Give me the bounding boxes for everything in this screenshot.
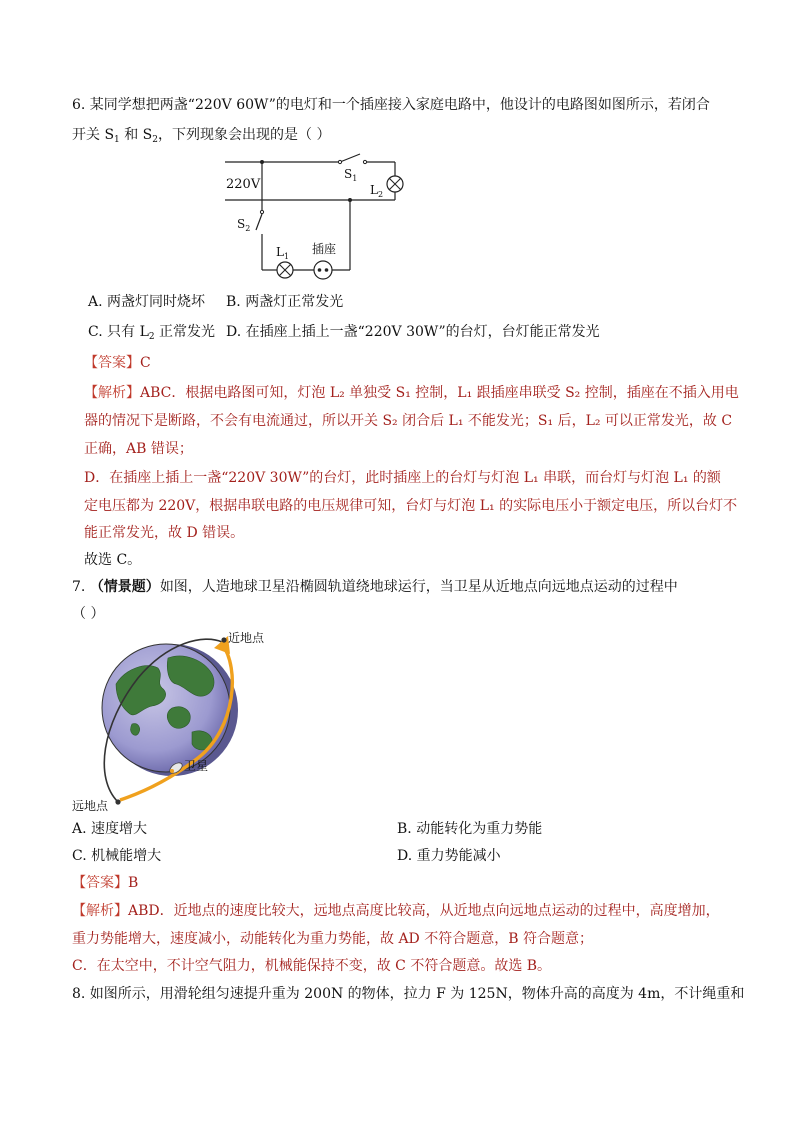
q6-option-d[interactable]: D. 在插座上插上一盏“220V 30W”的台灯，台灯能正常发光	[226, 324, 600, 340]
socket-icon	[314, 261, 332, 279]
voltage-label: 220V	[226, 177, 261, 192]
lamp-l1-icon	[277, 262, 293, 278]
q8-stem-line1: 8. 如图所示，用滑轮组匀速提升重为 200N 的物体，拉力 F 为 125N，物体升高的高度为 4m，不计绳重和	[72, 986, 745, 1002]
q6-answer: 【答案】C	[84, 355, 151, 371]
q7-analysis-line3: C．在太空中，不计空气阻力，机械能保持不变，故 C 不符合题意。故选 B。	[72, 958, 552, 974]
q7-analysis-line1: 【解析】ABD．近地点的速度比较大，远地点高度比较高，从近地点向远地点运动的过程中，高度增加，	[72, 903, 720, 919]
earth-icon	[102, 644, 230, 772]
q6-analysis-line2: 器的情况下是断路，不会有电流通过，所以开关 S₂ 闭合后 L₁ 不能发光；S₁ 后，L₂ 可以正常发光，故 C	[84, 413, 733, 429]
q7-stem-line2: （ ）	[72, 606, 105, 622]
l1-label: $L_1$	[276, 245, 290, 261]
q7-option-a[interactable]: A. 速度增大	[72, 821, 148, 837]
satellite-label: 卫星	[184, 759, 209, 773]
q6-analysis-line1: 【解析】ABC．根据电路图可知，灯泡 L₂ 单独受 S₁ 控制，L₁ 跟插座串联受 S₂ 控制，插座在不插入用电	[84, 385, 739, 401]
q7-option-b[interactable]: B. 动能转化为重力势能	[397, 821, 543, 837]
q6-analysis-line3: 正确，AB 错误；	[84, 441, 193, 457]
q6-option-b[interactable]: B. 两盏灯正常发光	[226, 294, 344, 310]
q6-analysis-line5: 定电压都为 220V，根据串联电路的电压规律可知，台灯与灯泡 L₁ 的实际电压小于额定电压，所以台灯不	[84, 498, 738, 514]
apogee-label: 远地点	[72, 799, 109, 813]
q7-stem-line1: 7. （情景题）如图，人造地球卫星沿椭圆轨道绕地球运行，当卫星从近地点向远地点运动的过程中	[72, 579, 678, 595]
q7-option-c[interactable]: C. 机械能增大	[72, 848, 162, 864]
q6-stem-line1: 6. 某同学想把两盏“220V 60W”的电灯和一个插座接入家庭电路中，他设计的电路图如图所示，若闭合	[72, 97, 710, 113]
s1-label: $S_1$	[344, 167, 358, 183]
satellite-orbit-diagram	[72, 628, 292, 814]
q6-analysis-line6: 能正常发光，故 D 错误。	[84, 525, 245, 541]
perigee-label: 近地点	[228, 631, 265, 645]
q7-answer: 【答案】B	[72, 875, 139, 891]
q7-option-d[interactable]: D. 重力势能减小	[397, 848, 501, 864]
apogee-point	[115, 799, 120, 804]
q6-stem-line2: 开关 $S_1$ 和 $S_2$，下列现象会出现的是（ ）	[72, 127, 331, 145]
q6-conclusion: 故选 C。	[84, 552, 142, 568]
circuit-diagram	[220, 150, 420, 290]
q7-analysis-line2: 重力势能增大，速度减小，动能转化为重力势能，故 AD 不符合题意，B 符合题意；	[72, 931, 593, 947]
q6-analysis-line4: D．在插座上插上一盏“220V 30W”的台灯，此时插座上的台灯与灯泡 L₁ 串联，而台灯与灯泡 L₁ 的额	[84, 470, 721, 486]
q6-option-a[interactable]: A. 两盏灯同时烧坏	[88, 294, 206, 310]
socket-label: 插座	[312, 242, 337, 256]
lamp-l2-icon	[387, 176, 403, 192]
q6-option-c[interactable]: C. 只有 $L_2$ 正常发光	[88, 324, 216, 342]
l2-label: $L_2$	[370, 183, 384, 199]
perigee-point	[221, 637, 226, 642]
s2-label: $S_2$	[237, 217, 251, 233]
